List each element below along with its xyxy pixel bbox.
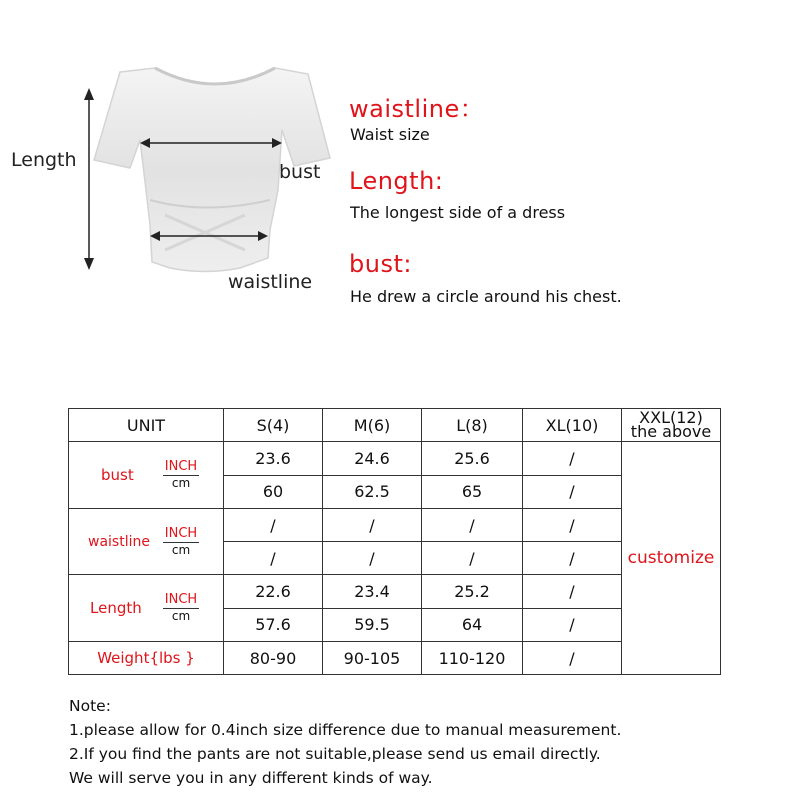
table-cell: 80-90 <box>224 642 323 675</box>
table-cell: / <box>422 509 523 542</box>
def-waistline-title: waistline： <box>349 95 485 123</box>
header-xxl-line1: XXL(12) <box>639 408 703 427</box>
table-cell: / <box>523 542 622 575</box>
table-cell: 25.2 <box>422 575 523 609</box>
length-label: Length <box>11 149 77 171</box>
note-line-1: 1.please allow for 0.4inch size difference due to manual measurement. <box>69 721 622 739</box>
note-line-2: 2.If you find the pants are not suitable,please send us email directly. <box>69 745 601 763</box>
bust-unit-box <box>163 459 199 491</box>
waistline-label: waistline <box>228 271 313 293</box>
table-cell: / <box>523 442 622 476</box>
table-cell: 90-105 <box>323 642 422 675</box>
table-cell: 64 <box>422 608 523 642</box>
row-label-length <box>69 575 224 642</box>
weight-row-name: Weight{lbs } <box>69 642 224 675</box>
header-xxl-line2: the above <box>630 422 712 441</box>
table-cell: 24.6 <box>323 442 422 476</box>
header-xl: XL(10) <box>523 409 622 442</box>
table-cell: / <box>323 509 422 542</box>
table-cell: / <box>224 542 323 575</box>
waistline-row-name: waistline <box>88 533 150 550</box>
table-cell: / <box>523 608 622 642</box>
header-l: L(8) <box>422 409 523 442</box>
table-cell: / <box>523 575 622 609</box>
row-label-bust <box>69 442 224 509</box>
customize-label: customize <box>627 548 715 568</box>
waistline-unit-box <box>163 526 199 558</box>
def-bust-title: bust: <box>349 250 412 278</box>
unit-cm: cm <box>171 542 191 557</box>
table-cell: / <box>323 542 422 575</box>
table-cell: 25.6 <box>422 442 523 476</box>
table-cell: / <box>523 475 622 509</box>
unit-inch: INCH <box>164 592 198 607</box>
unit-inch: INCH <box>164 459 198 474</box>
table-cell: / <box>523 509 622 542</box>
header-unit: UNIT <box>69 409 224 442</box>
table-cell: 23.4 <box>323 575 422 609</box>
table-cell: / <box>523 642 622 675</box>
note-heading: Note: <box>69 697 111 715</box>
customize-cell <box>622 442 721 675</box>
length-row-name: Length <box>90 599 142 617</box>
table-cell: 59.5 <box>323 608 422 642</box>
bust-row-name: bust <box>101 466 134 484</box>
bust-label: bust <box>279 161 321 183</box>
table-cell: 57.6 <box>224 608 323 642</box>
table-cell: 23.6 <box>224 442 323 476</box>
unit-cm: cm <box>171 609 191 623</box>
table-cell: 22.6 <box>224 575 323 609</box>
def-waistline-text: Waist size <box>350 125 430 144</box>
table-cell: / <box>224 509 323 542</box>
note-line-3: We will serve you in any different kinds of way. <box>69 769 433 787</box>
table-cell: / <box>422 542 523 575</box>
size-table <box>68 408 721 675</box>
unit-inch: INCH <box>164 525 198 541</box>
length-arrow <box>84 88 94 270</box>
header-m: M(6) <box>323 409 422 442</box>
table-cell: 110-120 <box>422 642 523 675</box>
length-unit-box <box>163 592 199 624</box>
row-label-waistline <box>69 509 224 575</box>
table-cell: 60 <box>224 475 323 509</box>
table-cell: 65 <box>422 475 523 509</box>
header-s: S(4) <box>224 409 323 442</box>
def-length-text: The longest side of a dress <box>350 203 566 222</box>
header-xxl <box>622 409 721 442</box>
table-row <box>69 442 721 476</box>
def-length-title: Length: <box>349 167 444 195</box>
def-bust-text: He drew a circle around his chest. <box>350 287 622 306</box>
table-header-row <box>69 409 721 442</box>
unit-cm: cm <box>171 476 191 490</box>
table-cell: 62.5 <box>323 475 422 509</box>
